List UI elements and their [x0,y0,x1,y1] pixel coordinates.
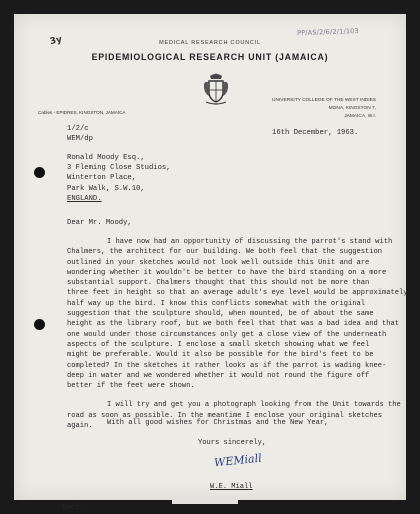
letterhead-unit: EPIDEMIOLOGICAL RESEARCH UNIT (JAMAICA) [91,52,329,62]
handwritten-signature: WEMiall [213,451,263,470]
pencil-annotation: 3y [49,34,64,48]
letterhead-address [256,97,376,121]
closing-line: With all good wishes for Christmas and the New Year, [107,419,329,427]
recipient-address [67,153,171,204]
punch-hole [34,319,45,330]
recipient-line: Ronald Moody Esq., [67,154,145,162]
letterhead-council: MEDICAL RESEARCH COUNCIL [159,40,261,46]
punch-hole [34,167,45,178]
archive-reference-stamp: PP/AS/2/6/2/1/103 [296,26,360,38]
valediction: Yours sincerely, [198,439,267,447]
recipient-line: ENGLAND. [67,194,102,203]
body-paragraph: I have now had an opportunity of discussing the parrot's stand with Chalmers, the architect for our building. We both feel that the suggestion outlined in your sketches would not look well outside this Unit and are wondering whether it wouldn't be better to have the bird standing on a more substantial support. Chalmers thought that this should not be more than three feet in height so that an average adult's eye level would be approximately half way up the bird. I know this conflicts somewhat with the original suggestion that the sculpture should, when mounted, be of about the same height as the library roof, but we both feel that that was a bad idea and that one would under those circumstances only get a close view of the underneath aspects of the sculpture. I enclose a small sketch showing what we feel might be preferable. Would it also be possible for the bird's feet to be completed? In the sketches it rather looks as if the parrot is wading knee- deep in water and we wondered whether it would not round the figure off better if the feet were shown. [67,238,408,391]
enclosure-note: Encl. [62,504,84,512]
letter-page [14,14,408,512]
address-line: MONA, KINGSTON 7, [328,106,376,111]
recipient-line: 3 Fleming Close Studios, [67,164,171,173]
reference-line: 1/2/c [67,125,89,133]
body-paragraph: I will try and get you a photograph looking from the Unit towards the road as soon as possible. In the meantime I enclose your original sketches again. [67,401,401,431]
letter-body [67,237,412,440]
recipient-line: Park Walk, S.W.10, [67,184,145,193]
recipient-line: Winterton Place, [67,174,137,183]
letterhead-cables: Cables - EPIDRES, KINGSTON, JAMAICA [38,110,126,115]
signer-name: W.E. Miall [210,483,253,491]
reference-block [67,124,93,144]
address-line: JAMAICA, W.I. [344,114,376,119]
reference-line: WEM/dp [67,135,93,143]
royal-crest-icon [202,72,230,106]
salutation: Dear Mr. Moody, [67,219,132,227]
address-line: UNIVERSITY COLLEGE OF THE WEST INDIES [272,98,376,103]
letter-date: 16th December, 1963. [272,129,359,137]
page-edge-tab [172,496,238,504]
